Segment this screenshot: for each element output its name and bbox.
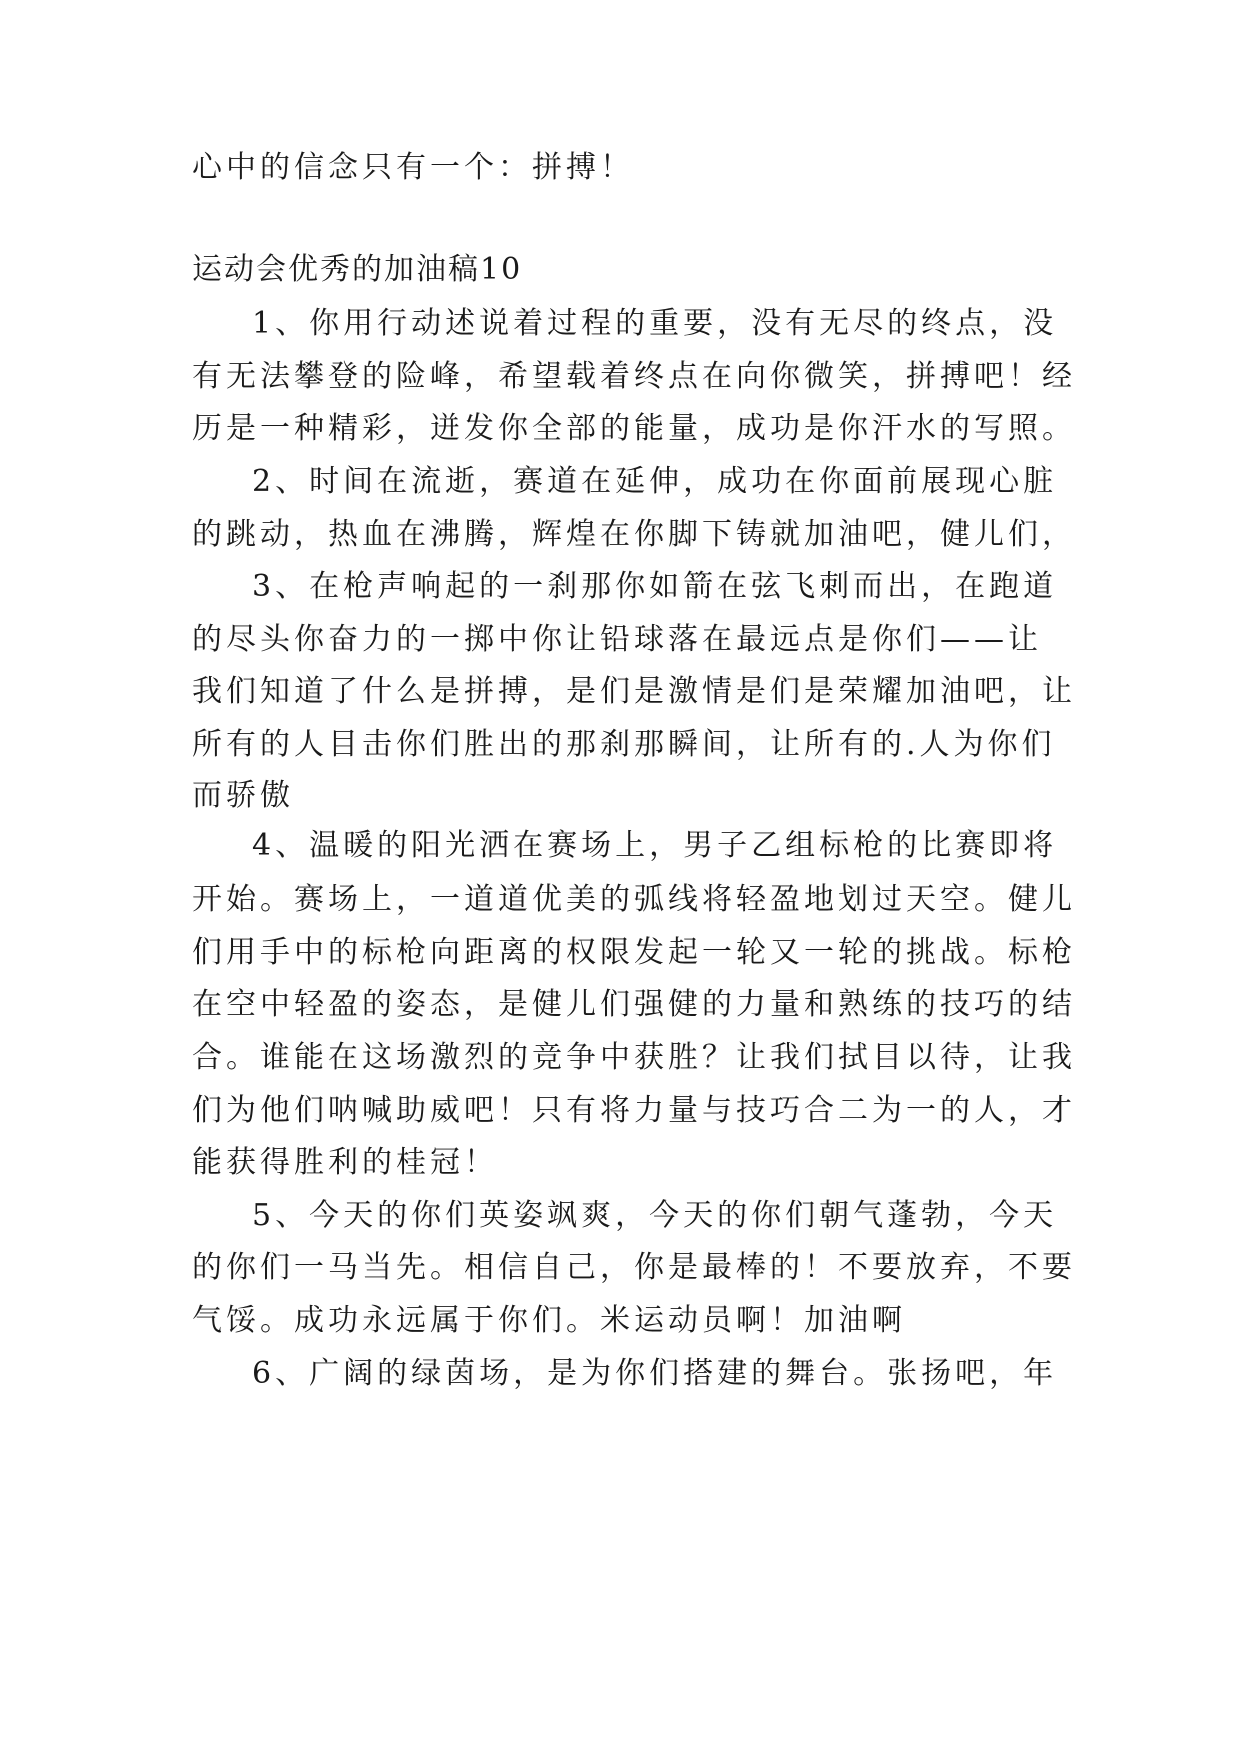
paragraph-5-line-1: 5、今天的你们英姿飒爽，今天的你们朝气蓬勃，今天 [252, 1198, 1058, 1233]
paragraph-4-line-5: 合。谁能在这场激烈的竞争中获胜？让我们拭目以待，让我 [192, 1040, 1076, 1075]
paragraph-1-line-3: 历是一种精彩，迸发你全部的能量，成功是你汗水的写照。 [192, 411, 1076, 446]
paragraph-4-line-2: 开始。赛场上，一道道优美的弧线将轻盈地划过天空。健儿 [192, 882, 1076, 917]
paragraph-4-line-7: 能获得胜利的桂冠！ [192, 1145, 498, 1180]
paragraph-3-line-3: 我们知道了什么是拼搏，是们是激情是们是荣耀加油吧，让 [192, 674, 1076, 709]
paragraph-4-line-3: 们用手中的标枪向距离的权限发起一轮又一轮的挑战。标枪 [192, 935, 1076, 970]
paragraph-3-line-4: 所有的人目击你们胜出的那刹那瞬间，让所有的.人为你们 [192, 727, 1056, 762]
paragraph-1-line-2: 有无法攀登的险峰，希望载着终点在向你微笑，拼搏吧！经 [192, 359, 1076, 394]
paragraph-5-line-3: 气馁。成功永远属于你们。米运动员啊！加油啊 [192, 1303, 906, 1338]
paragraph-6-line-1: 6、广阔的绿茵场，是为你们搭建的舞台。张扬吧，年 [252, 1356, 1058, 1391]
intro-line: 心中的信念只有一个：拼搏！ [192, 150, 634, 185]
paragraph-2-line-1: 2、时间在流逝，赛道在延伸，成功在你面前展现心脏 [252, 464, 1058, 499]
paragraph-4-line-4: 在空中轻盈的姿态，是健儿们强健的力量和熟练的技巧的结 [192, 987, 1076, 1022]
paragraph-3-line-2: 的尽头你奋力的一掷中你让铅球落在最远点是你们——让 [192, 622, 1042, 657]
paragraph-1-line-1: 1、你用行动述说着过程的重要，没有无尽的终点，没 [252, 306, 1058, 341]
paragraph-3-line-5: 而骄傲 [192, 778, 294, 813]
paragraph-4-line-6: 们为他们呐喊助威吧！只有将力量与技巧合二为一的人，才 [192, 1093, 1076, 1128]
paragraph-4-line-1: 4、温暖的阳光洒在赛场上，男子乙组标枪的比赛即将 [252, 828, 1058, 863]
paragraph-5-line-2: 的你们一马当先。相信自己，你是最棒的！不要放弃，不要 [192, 1250, 1076, 1285]
paragraph-3-line-1: 3、在枪声响起的一刹那你如箭在弦飞刺而出，在跑道 [252, 569, 1058, 604]
paragraph-2-line-2: 的跳动，热血在沸腾，辉煌在你脚下铸就加油吧，健儿们， [192, 517, 1076, 552]
section-title: 运动会优秀的加油稿10 [192, 252, 523, 287]
document-page [192, 0, 1076, 1754]
